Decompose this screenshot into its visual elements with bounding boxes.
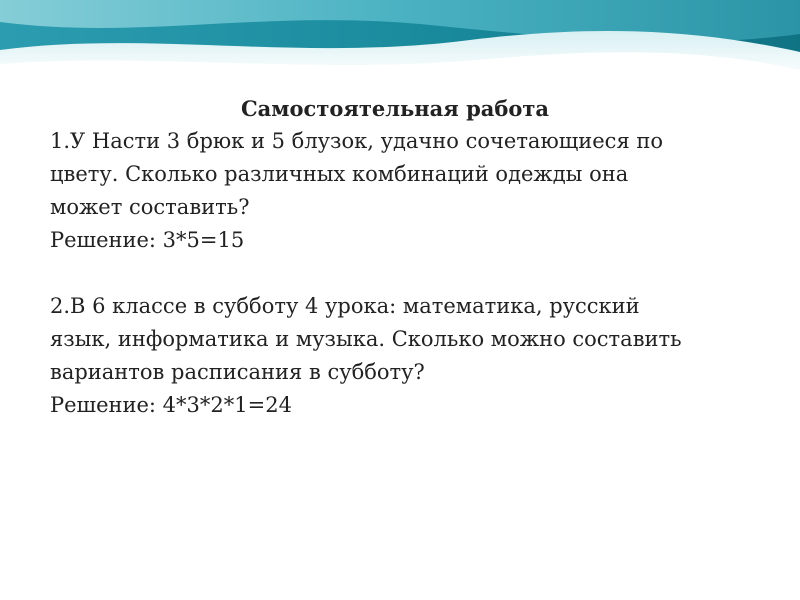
problem-1-text-line: может составить? <box>50 195 250 219</box>
problem-1-text-line: 1.У Насти 3 брюк и 5 блузок, удачно сочетающиеся по <box>50 129 664 153</box>
slide-title: Самостоятельная работа <box>240 96 550 121</box>
wave-header-decoration <box>0 0 800 80</box>
problem-1-solution: Решение: 3*5=15 <box>50 228 245 252</box>
problem-2-text-line: 2.В 6 классе в субботу 4 урока: математика, русский <box>50 294 640 318</box>
problem-1-text-line: цвету. Сколько различных комбинаций одежды она <box>50 162 629 186</box>
problem-2-text-line: вариантов расписания в субботу? <box>50 360 425 384</box>
spacer <box>50 257 750 290</box>
problem-2 <box>50 290 750 422</box>
slide-content <box>50 92 750 422</box>
problem-1 <box>50 125 750 257</box>
problem-2-text-line: язык, информатика и музыка. Сколько можно составить <box>50 327 682 351</box>
problem-2-solution: Решение: 4*3*2*1=24 <box>50 393 292 417</box>
